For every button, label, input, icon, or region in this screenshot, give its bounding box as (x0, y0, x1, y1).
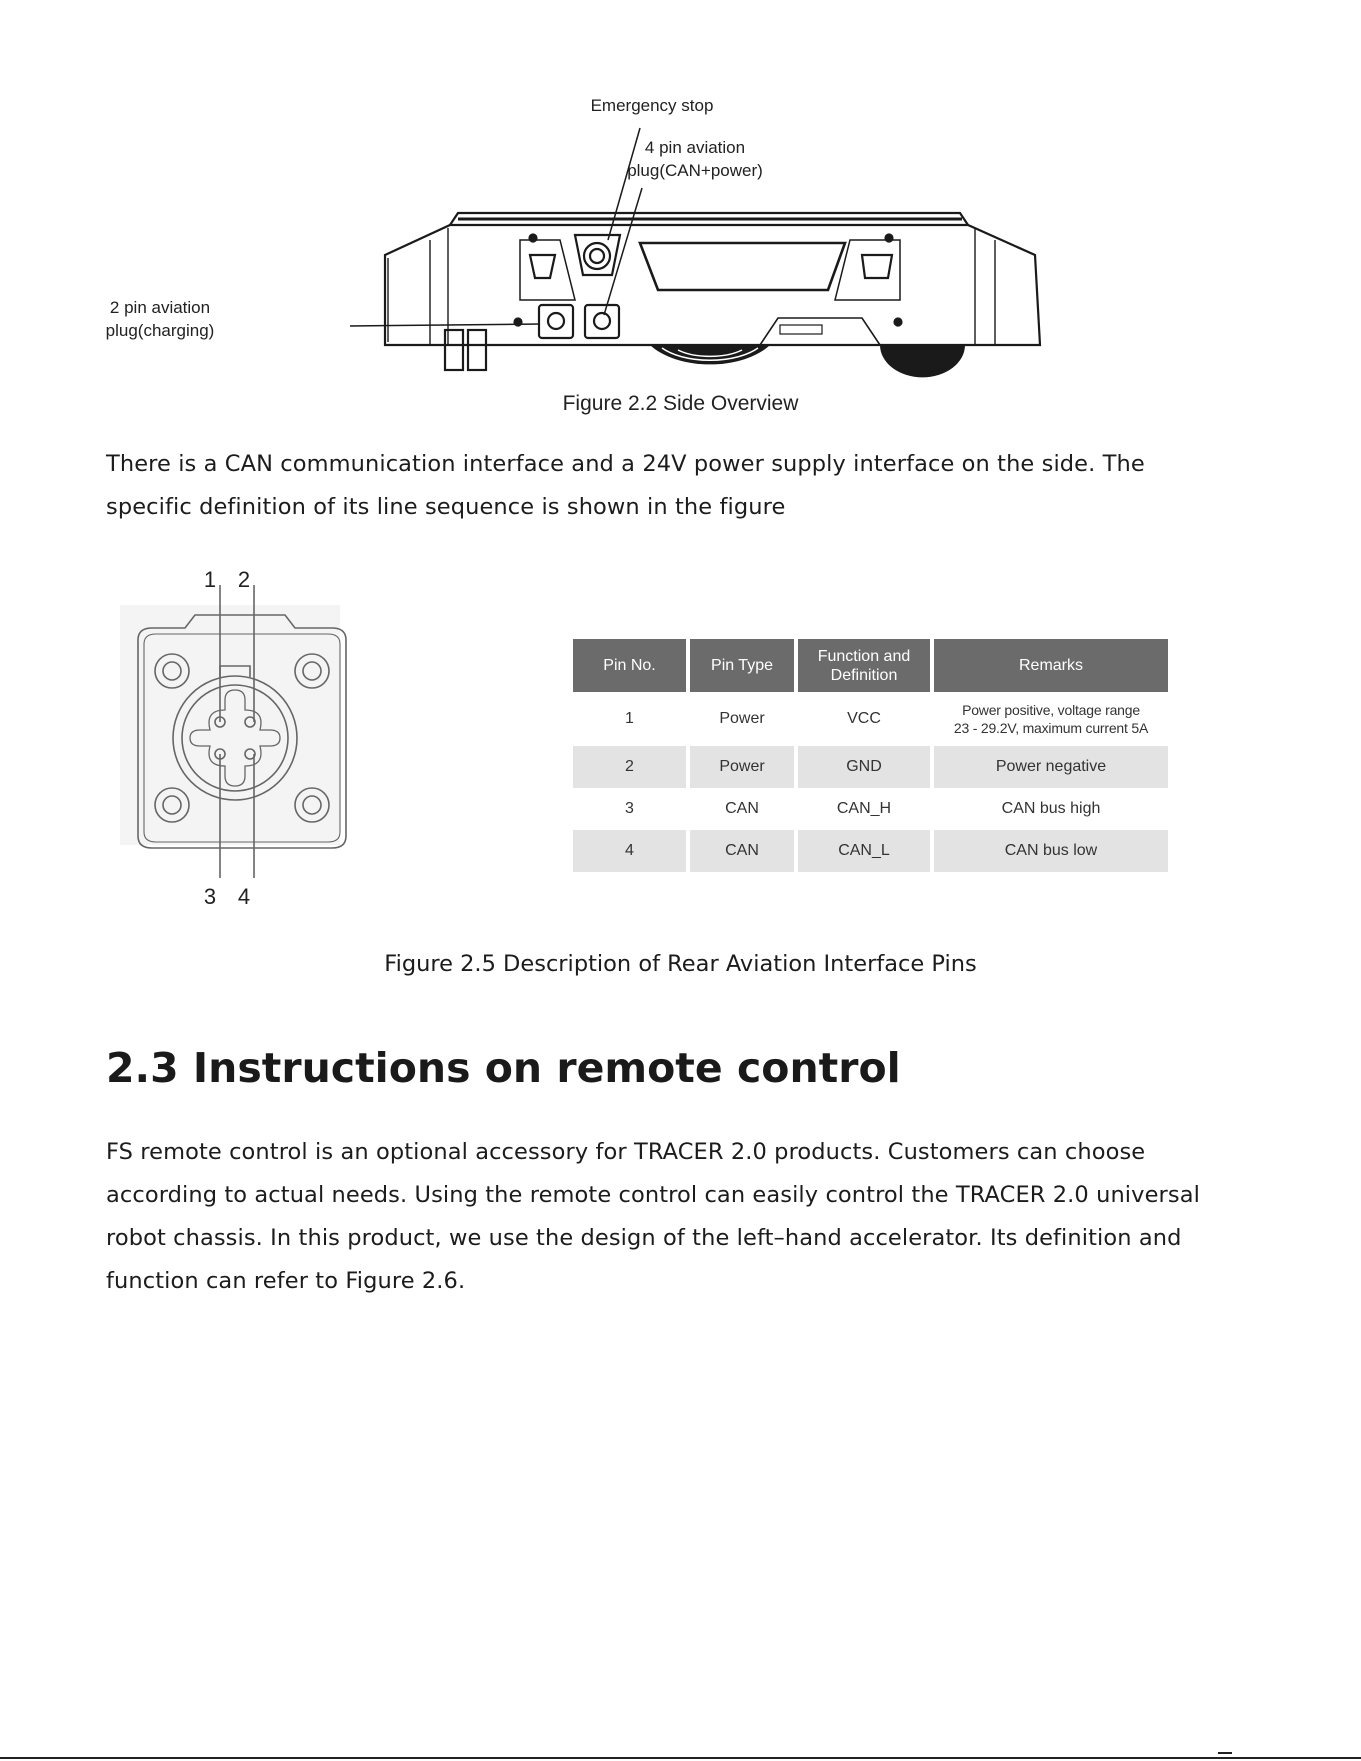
pin-label-3: 3 (203, 884, 217, 909)
cell-type: Power (690, 695, 794, 743)
aviation-connector-drawing (110, 560, 370, 910)
table-header-row (573, 639, 1168, 692)
pin-label-1: 1 (203, 567, 217, 592)
side-interface-paragraph (106, 443, 1266, 529)
table-row (573, 830, 1168, 872)
table-row (573, 695, 1168, 743)
cell-type: CAN (690, 791, 794, 827)
cell-pin: 1 (573, 695, 686, 743)
section-paragraph-line3: robot chassis. In this product, we use the design of the left–hand accelerator. Its definition and (106, 1225, 1182, 1251)
header-pin-no: Pin No. (573, 639, 686, 692)
cell-remarks-line2: 23 - 29.2V, maximum current 5A (953, 720, 1149, 736)
four-pin-plug-label-line1: 4 pin aviation (644, 138, 746, 157)
cell-remarks: CAN bus high (934, 791, 1168, 827)
remote-control-paragraph (106, 1131, 1266, 1303)
header-remarks: Remarks (934, 639, 1168, 692)
cell-function: GND (798, 746, 930, 788)
two-pin-plug-label-line1: 2 pin aviation (109, 298, 211, 317)
header-function-line1: Function and (817, 647, 911, 665)
cell-remarks-line1: Power positive, voltage range (962, 702, 1140, 718)
cell-remarks: Power negative (934, 746, 1168, 788)
cell-pin: 3 (573, 791, 686, 827)
paragraph1-line2: specific definition of its line sequence is shown in the figure (106, 494, 786, 520)
section-paragraph-line1: FS remote control is an optional accessory for TRACER 2.0 products. Customers can choose (106, 1139, 1146, 1165)
pin-label-2: 2 (237, 567, 251, 592)
cell-type: Power (690, 746, 794, 788)
footer-rule (0, 1757, 1361, 1759)
emergency-stop-label: Emergency stop (590, 96, 714, 115)
cell-pin: 4 (573, 830, 686, 872)
chassis-side-drawing (0, 0, 1361, 400)
paragraph1-line1: There is a CAN communication interface and a 24V power supply interface on the side. The (106, 451, 1145, 477)
table-row (573, 746, 1168, 788)
cell-remarks (934, 695, 1168, 743)
section-paragraph-line2: according to actual needs. Using the remote control can easily control the TRACER 2.0 universal (106, 1182, 1200, 1208)
section-paragraph-line4: function can refer to Figure 2.6. (106, 1268, 466, 1294)
header-function-line2: Definition (830, 666, 898, 684)
cell-pin: 2 (573, 746, 686, 788)
cell-function: VCC (798, 695, 930, 743)
cell-remarks: CAN bus low (934, 830, 1168, 872)
table-row (573, 791, 1168, 827)
section-heading: 2.3 Instructions on remote control (106, 1044, 901, 1092)
cell-function: CAN_H (798, 791, 930, 827)
pin-definition-table (569, 636, 1172, 875)
page-corner-mark (1218, 1752, 1232, 1754)
cell-function: CAN_L (798, 830, 930, 872)
header-function (798, 639, 930, 692)
pin-label-4: 4 (237, 884, 251, 909)
cell-type: CAN (690, 830, 794, 872)
four-pin-plug-label-line2: plug(CAN+power) (627, 161, 763, 181)
figure-2-5-caption: Figure 2.5 Description of Rear Aviation Interface Pins (384, 951, 977, 977)
two-pin-plug-label-line2: plug(charging) (105, 321, 215, 341)
figure-2-2-caption: Figure 2.2 Side Overview (562, 392, 799, 415)
header-pin-type: Pin Type (690, 639, 794, 692)
